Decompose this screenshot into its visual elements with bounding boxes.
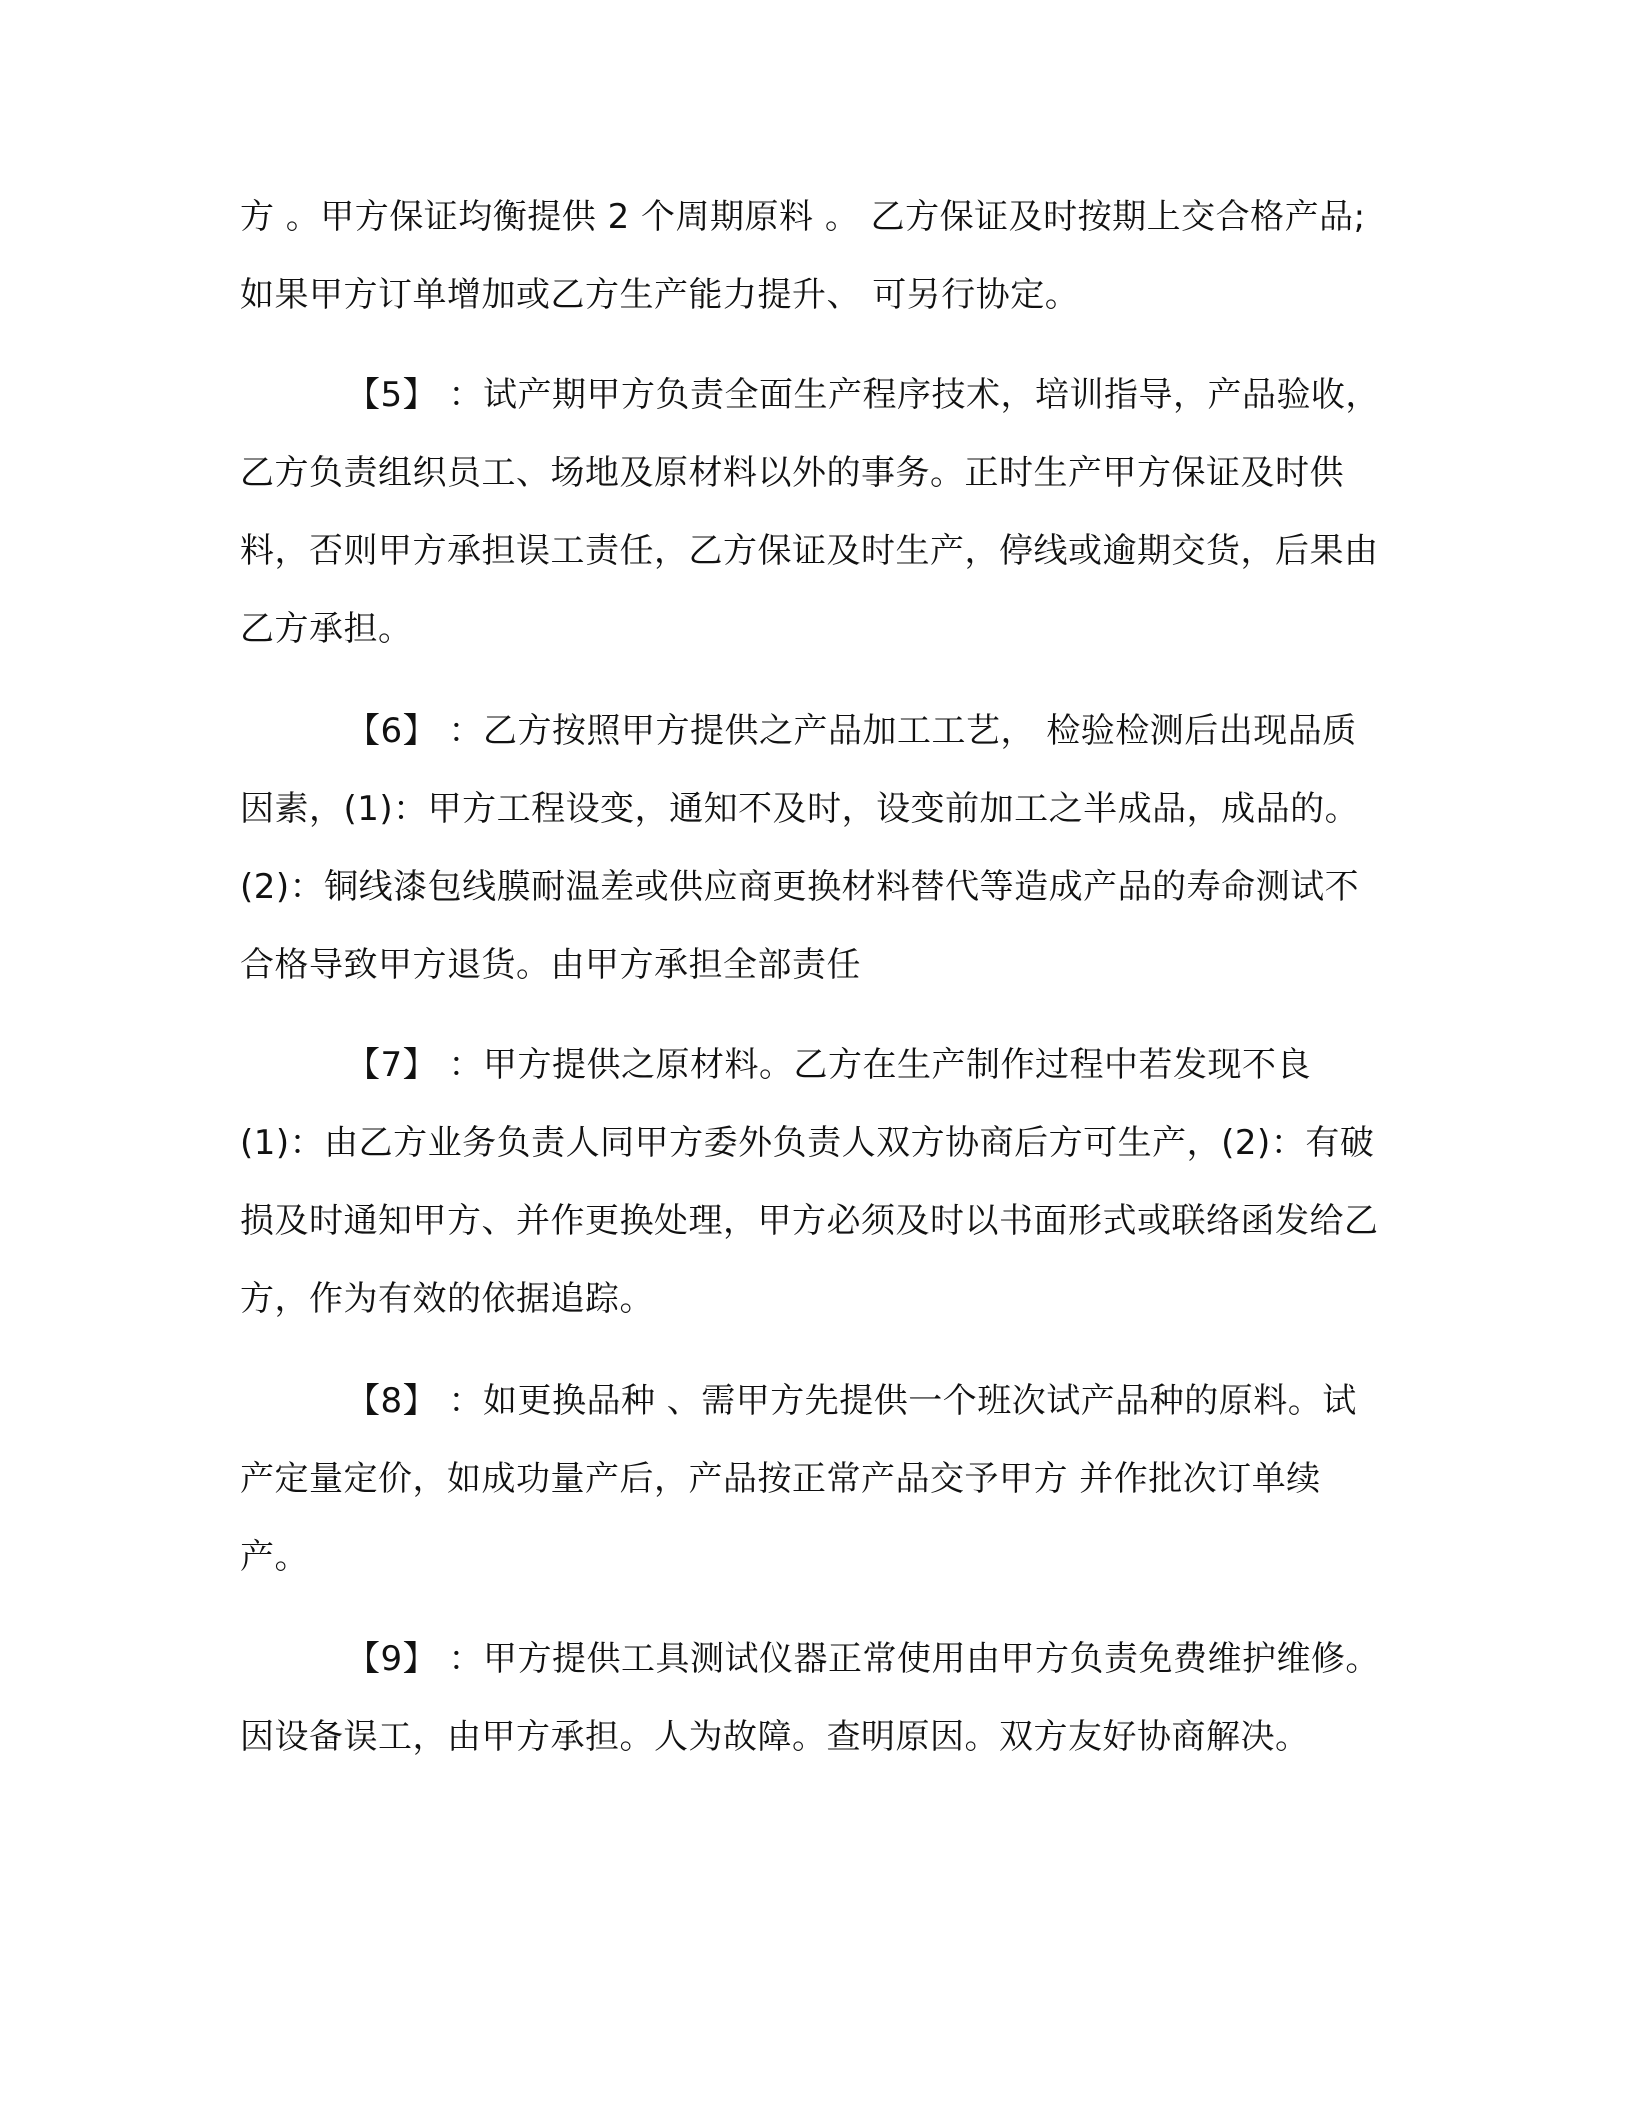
paragraph-clause-5: 【5】 ：试产期甲方负责全面生产程序技术，培训指导，产品验收，乙方负责组织员工、场地及原材料以外的事务。正时生产甲方保证及时供料，否则甲方承担误工责任，乙方保证及时生产，停线或逾期交货，后果由乙方承担。 (240, 375, 1380, 649)
paragraph-continuation: 方 。甲方保证均衡提供 2 个周期原料 。 乙方保证及时按期上交合格产品;如果甲方订单增加或乙方生产能力提升、 可另行协定。 (240, 197, 1366, 315)
paragraph-clause-8: 【8】 ：如更换品种 、需甲方先提供一个班次试产品种的原料。试产定量定价，如成功量产后，产品按正常产品交予甲方 并作批次订单续产。 (240, 1381, 1357, 1577)
paragraph-clause-9: 【9】 ：甲方提供工具测试仪器正常使用由甲方负责免费维护维修。因设备误工，由甲方承担。人为故障。查明原因。双方友好协商解决。 (240, 1639, 1380, 1757)
paragraph-clause-6: 【6】 ：乙方按照甲方提供之产品加工工艺， 检验检测后出现品质因素，(1)：甲方工程设变，通知不及时，设变前加工之半成品，成品的。(2)：铜线漆包线膜耐温差或供应商更换材料替代等造成产品的寿命测试不合格导致甲方退货。由甲方承担全部责任 (240, 711, 1360, 985)
paragraph-clause-7: 【7】 ：甲方提供之原材料。乙方在生产制作过程中若发现不良 (1)：由乙方业务负责人同甲方委外负责人双方协商后方可生产，(2)：有破损及时通知甲方、并作更换处理，甲方必须及时以书面形式或联络函发给乙方，作为有效的依据追踪。 (240, 1045, 1379, 1319)
